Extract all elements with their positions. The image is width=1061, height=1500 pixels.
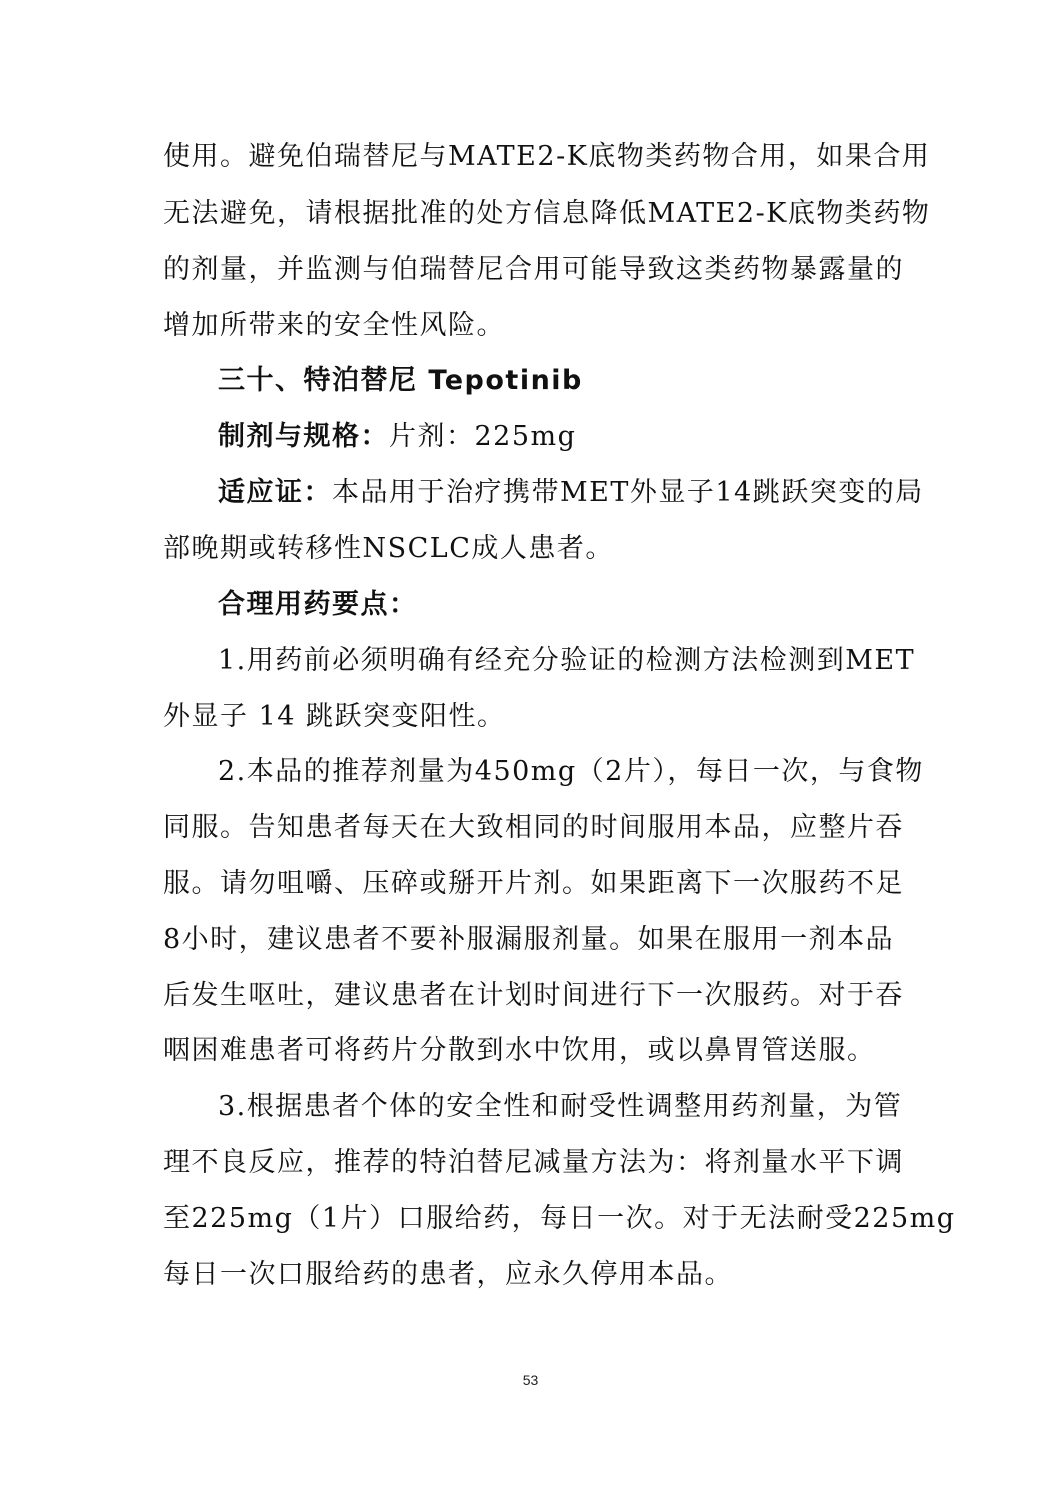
indication-text-continued: 部晚期或转移性NSCLC成人患者。 [163, 533, 614, 564]
page-number: 53 [522, 1372, 539, 1388]
point-2-line: 同服。告知患者每天在大致相同的时间服用本品，应整片吞 [163, 812, 904, 843]
section-heading: 三十、特泊替尼 Tepotinib [218, 365, 583, 396]
point-1-line: 外显子 14 跳跃突变阳性。 [163, 701, 506, 732]
key-points-heading: 合理用药要点： [218, 589, 418, 620]
formulation-line [218, 420, 576, 454]
point-3-line: 3.根据患者个体的安全性和耐受性调整用药剂量，为管 [218, 1091, 903, 1122]
formulation-label: 制剂与规格： [218, 421, 389, 452]
point-1-line: 1.用药前必须明确有经充分验证的检测方法检测到MET [218, 645, 916, 676]
indication-line [218, 476, 924, 510]
point-2-line: 2.本品的推荐剂量为450mg（2片），每日一次，与食物 [218, 756, 924, 787]
point-2-line: 后发生呕吐，建议患者在计划时间进行下一次服药。对于吞 [163, 980, 904, 1011]
formulation-value: 片剂：225mg [389, 421, 577, 452]
paragraph-line: 增加所带来的安全性风险。 [163, 310, 505, 341]
point-2-line: 服。请勿咀嚼、压碎或掰开片剂。如果距离下一次服药不足 [163, 868, 904, 899]
point-3-line: 至225mg（1片）口服给药，每日一次。对于无法耐受225mg [163, 1203, 956, 1234]
indication-label: 适应证： [218, 477, 332, 508]
point-2-line: 8小时，建议患者不要补服漏服剂量。如果在服用一剂本品 [163, 924, 895, 955]
paragraph-line: 使用。避免伯瑞替尼与MATE2-K底物类药物合用，如果合用 [163, 141, 931, 172]
point-3-line: 每日一次口服给药的患者，应永久停用本品。 [163, 1259, 733, 1290]
paragraph-line: 的剂量，并监测与伯瑞替尼合用可能导致这类药物暴露量的 [163, 254, 904, 285]
indication-text: 本品用于治疗携带MET外显子14跳跃突变的局 [332, 477, 924, 508]
point-2-line: 咽困难患者可将药片分散到水中饮用，或以鼻胃管送服。 [163, 1035, 876, 1066]
paragraph-line: 无法避免，请根据批准的处方信息降低MATE2-K底物类药物 [163, 198, 931, 229]
point-3-line: 理不良反应，推荐的特泊替尼减量方法为：将剂量水平下调 [163, 1147, 904, 1178]
